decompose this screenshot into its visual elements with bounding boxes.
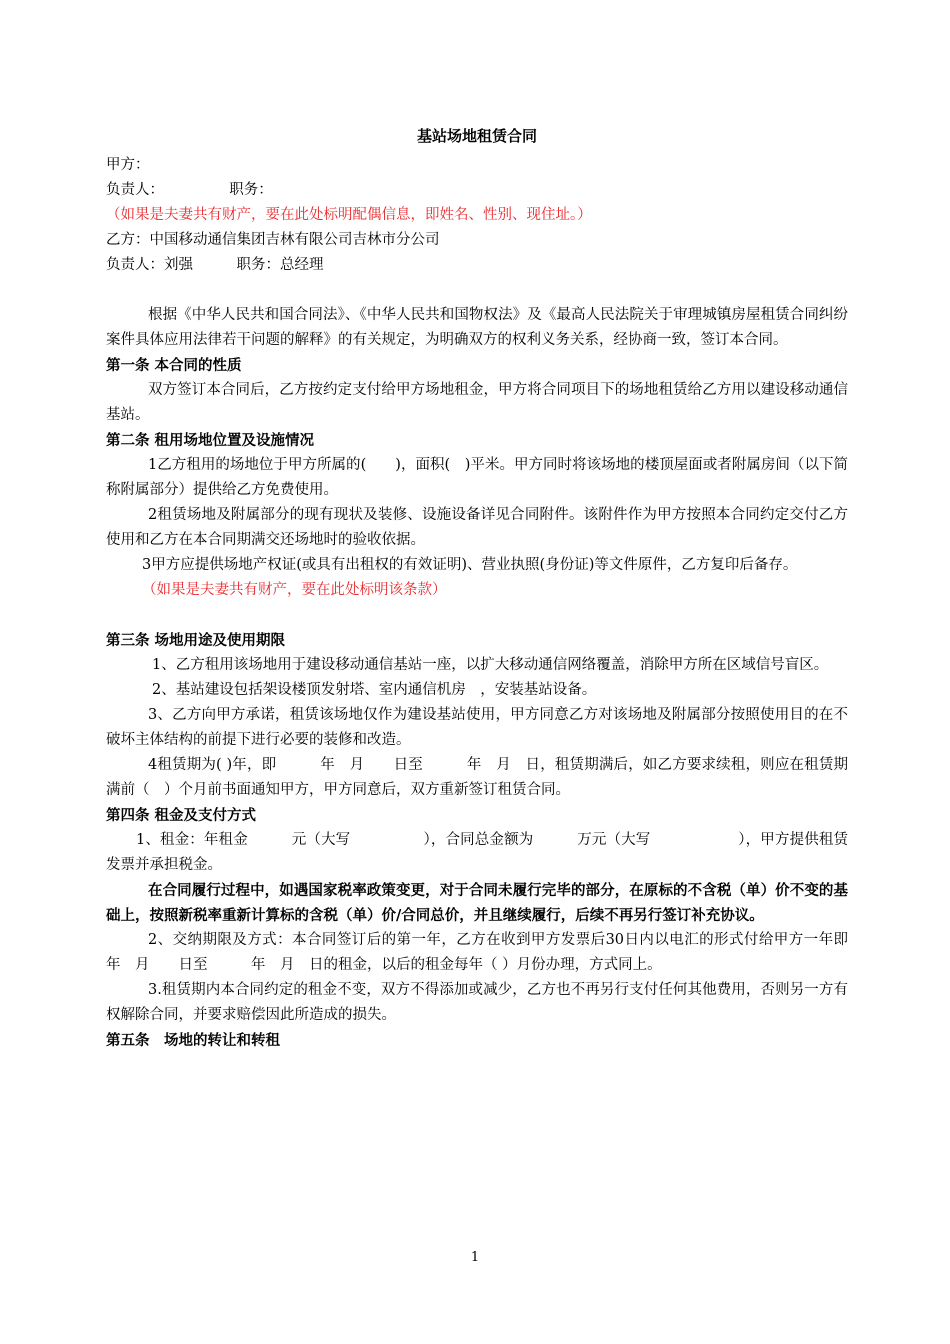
article-4-heading: 第四条 租金及支付方式: [106, 807, 257, 824]
article-3-paragraph-4: 4租赁期为( )年，即 年 月 日至 年 月 日，租赁期满后，如乙方要求续租，则应在租赁期满前（ ）个月前书面通知甲方，甲方同意后，双方重新签订租赁合同。: [106, 757, 848, 798]
article-2-heading: 第二条 租用场地位置及设施情况: [106, 432, 315, 449]
article-4-paragraph-1: 1、租金：年租金 元（大写 ），合同总金额为 万元（大写 ），甲方提供租赁发票并承担税金。: [106, 832, 848, 873]
article-3-heading: 第三条 场地用途及使用期限: [106, 632, 286, 649]
page-number: 1: [470, 1250, 480, 1265]
article-2-spouse-note: （如果是夫妻共有财产，要在此处标明该条款）: [142, 582, 447, 598]
document-title: 基站场地租赁合同: [416, 127, 537, 145]
article-4-tax-clause: 在合同履行过程中，如遇国家税率政策变更，对于合同未履行完毕的部分，在原标的不含税（单）价不变的基础上，按照新税率重新计算标的含税（单）价/合同总价，并且继续履行，后续不再另行签订补充协议。: [106, 882, 848, 924]
article-1-heading: 第一条 本合同的性质: [106, 357, 242, 374]
preamble-paragraph: 根据《中华人民共和国合同法》、《中华人民共和国物权法》及《最高人民法院关于审理城镇房屋租赁合同纠纷案件具体应用法律若干问题的解释》的有关规定，为明确双方的权利义务关系，经协商一致，签订本合同。: [106, 307, 848, 348]
spouse-info-note: （如果是夫妻共有财产，要在此处标明配偶信息，即姓名、性别、现住址。）: [106, 207, 592, 223]
spacer: [106, 603, 848, 628]
party-b-representative: 负责人：刘强 职务：总经理: [106, 257, 324, 273]
party-a-label: 甲方：: [106, 157, 150, 173]
article-3-paragraph-3: 3、乙方向甲方承诺，租赁该场地仅作为建设基站使用，甲方同意乙方对该场地及附属部分按照使用目的在不破坏主体结构的前提下进行必要的装修和改造。: [106, 707, 848, 748]
article-3-paragraph-1: 1、乙方租用该场地用于建设移动通信基站一座，以扩大移动通信网络覆盖，消除甲方所在区域信号盲区。: [152, 657, 829, 673]
article-4-paragraph-3: 3.租赁期内本合同约定的租金不变，双方不得添加或减少，乙方也不再另行支付任何其他费用，否则另一方有权解除合同，并要求赔偿因此所造成的损失。: [106, 982, 848, 1023]
article-5-heading: 第五条 场地的转让和转租: [106, 1032, 280, 1049]
article-2-paragraph-2: 2租赁场地及附属部分的现有现状及装修、设施设备详见合同附件。该附件作为甲方按照本合同约定交付乙方使用和乙方在本合同期满交还场地时的验收依据。: [106, 507, 848, 548]
article-2-paragraph-3: 3甲方应提供场地产权证(或具有出租权的有效证明)、营业执照(身份证)等文件原件，乙方复印后备存。: [142, 557, 798, 573]
spacer: [106, 278, 848, 303]
article-4-paragraph-2: 2、交纳期限及方式：本合同签订后的第一年，乙方在收到甲方发票后30日内以电汇的形式付给甲方一年即 年 月 日至 年 月 日的租金，以后的租金每年（ ）月份办理，方式同上。: [106, 932, 892, 973]
party-a-representative: 负责人： 职务：: [106, 182, 273, 198]
article-1-paragraph-1: 双方签订本合同后，乙方按约定支付给甲方场地租金，甲方将合同项目下的场地租赁给乙方用以建设移动通信基站。: [106, 382, 848, 423]
party-b-label: 乙方：中国移动通信集团吉林有限公司吉林市分公司: [106, 232, 440, 248]
article-2-paragraph-1: 1乙方租用的场地位于甲方所属的( )，面积( )平米。甲方同时将该场地的楼顶屋面或者附属房间（以下简称附属部分）提供给乙方免费使用。: [106, 457, 848, 498]
document-body: [106, 124, 892, 1053]
article-3-paragraph-2: 2、基站建设包括架设楼顶发射塔、室内通信机房 ，安装基站设备。: [152, 682, 597, 698]
